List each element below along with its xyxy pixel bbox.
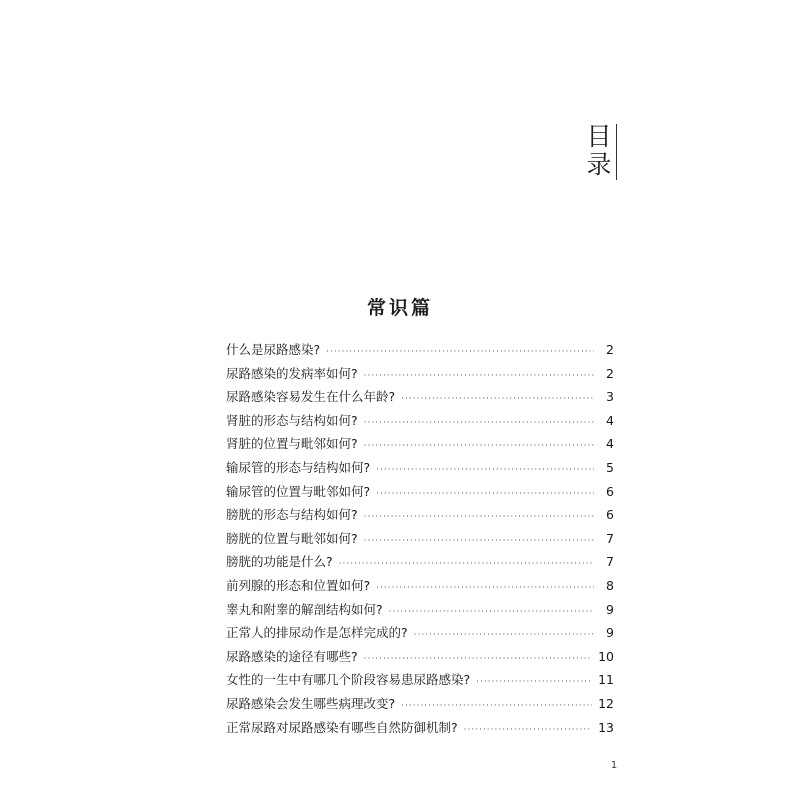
toc-entry-title: 肾脏的形态与结构如何?: [226, 412, 358, 428]
toc-entry-page: 6: [606, 483, 614, 499]
toc-leader-dots: [376, 459, 594, 483]
toc-leader-dots: [464, 719, 592, 743]
toc-entry-title: 膀胱的位置与毗邻如何?: [226, 530, 358, 546]
table-of-contents: [226, 338, 614, 739]
toc-leader-dots: [364, 365, 594, 389]
toc-entry[interactable]: [226, 480, 614, 504]
toc-entry-page: 4: [606, 436, 614, 452]
toc-leader-dots: [364, 530, 594, 554]
toc-entry[interactable]: [226, 409, 614, 433]
toc-leader-dots: [364, 412, 594, 436]
toc-leader-dots: [364, 435, 594, 459]
toc-entry[interactable]: [226, 456, 614, 480]
toc-entry-page: 6: [606, 507, 614, 523]
toc-entry-page: 8: [606, 577, 614, 593]
toc-entry-title: 正常尿路对尿路感染有哪些自然防御机制?: [226, 719, 458, 735]
page-title-char-1: 目: [586, 122, 612, 151]
toc-entry-title: 输尿管的形态与结构如何?: [226, 459, 371, 475]
toc-leader-dots: [376, 577, 594, 601]
toc-entry-title: 前列腺的形态和位置如何?: [226, 577, 371, 593]
toc-entry-page: 2: [606, 365, 614, 381]
toc-entry[interactable]: [226, 432, 614, 456]
toc-entry[interactable]: [226, 668, 614, 692]
toc-entry-page: 2: [606, 342, 614, 357]
toc-entry-title: 输尿管的位置与毗邻如何?: [226, 483, 371, 499]
toc-leader-dots: [476, 671, 592, 695]
toc-entry[interactable]: [226, 338, 614, 362]
section-heading: 常识篇: [366, 297, 433, 319]
toc-entry[interactable]: [226, 621, 614, 645]
page-number: 1: [610, 760, 618, 771]
toc-entry[interactable]: [226, 385, 614, 409]
toc-entry-title: 尿路感染容易发生在什么年龄?: [226, 389, 396, 405]
page-title-char-2: 录: [586, 150, 612, 179]
toc-entry-title: 睾丸和附睾的解剖结构如何?: [226, 601, 383, 617]
toc-entry-page: 12: [598, 695, 614, 711]
toc-entry-title: 尿路感染的途径有哪些?: [226, 648, 358, 664]
toc-entry-page: 4: [606, 412, 614, 428]
toc-entry-title: 膀胱的形态与结构如何?: [226, 507, 358, 523]
toc-entry-title: 尿路感染会发生哪些病理改变?: [226, 695, 396, 711]
toc-entry[interactable]: [226, 503, 614, 527]
toc-entry-page: 11: [598, 672, 614, 688]
toc-entry-page: 7: [606, 554, 614, 570]
toc-entry[interactable]: [226, 692, 614, 716]
toc-entry[interactable]: [226, 598, 614, 622]
toc-leader-dots: [326, 341, 594, 365]
toc-entry-page: 9: [606, 625, 614, 641]
toc-entry-title: 尿路感染的发病率如何?: [226, 365, 358, 381]
title-divider: [616, 124, 617, 180]
toc-leader-dots: [339, 553, 594, 577]
toc-entry-page: 5: [606, 459, 614, 475]
toc-entry[interactable]: [226, 550, 614, 574]
toc-leader-dots: [376, 483, 594, 507]
toc-leader-dots: [364, 506, 594, 530]
toc-entry-title: 女性的一生中有哪几个阶段容易患尿路感染?: [226, 672, 471, 688]
toc-entry[interactable]: [226, 362, 614, 386]
toc-entry-page: 7: [606, 530, 614, 546]
toc-entry-page: 13: [598, 719, 614, 735]
toc-entry[interactable]: [226, 574, 614, 598]
toc-leader-dots: [414, 624, 594, 648]
toc-entry[interactable]: [226, 716, 614, 740]
toc-leader-dots: [389, 601, 594, 625]
toc-entry[interactable]: [226, 645, 614, 669]
toc-entry-title: 什么是尿路感染?: [226, 342, 321, 357]
toc-entry-page: 3: [606, 389, 614, 405]
toc-entry-page: 10: [598, 648, 614, 664]
toc-leader-dots: [401, 388, 594, 412]
toc-entry-page: 9: [606, 601, 614, 617]
toc-entry-title: 膀胱的功能是什么?: [226, 554, 333, 570]
toc-entry[interactable]: [226, 527, 614, 551]
toc-entry-title: 肾脏的位置与毗邻如何?: [226, 436, 358, 452]
toc-entry-title: 正常人的排尿动作是怎样完成的?: [226, 625, 408, 641]
page-title: [586, 124, 620, 180]
